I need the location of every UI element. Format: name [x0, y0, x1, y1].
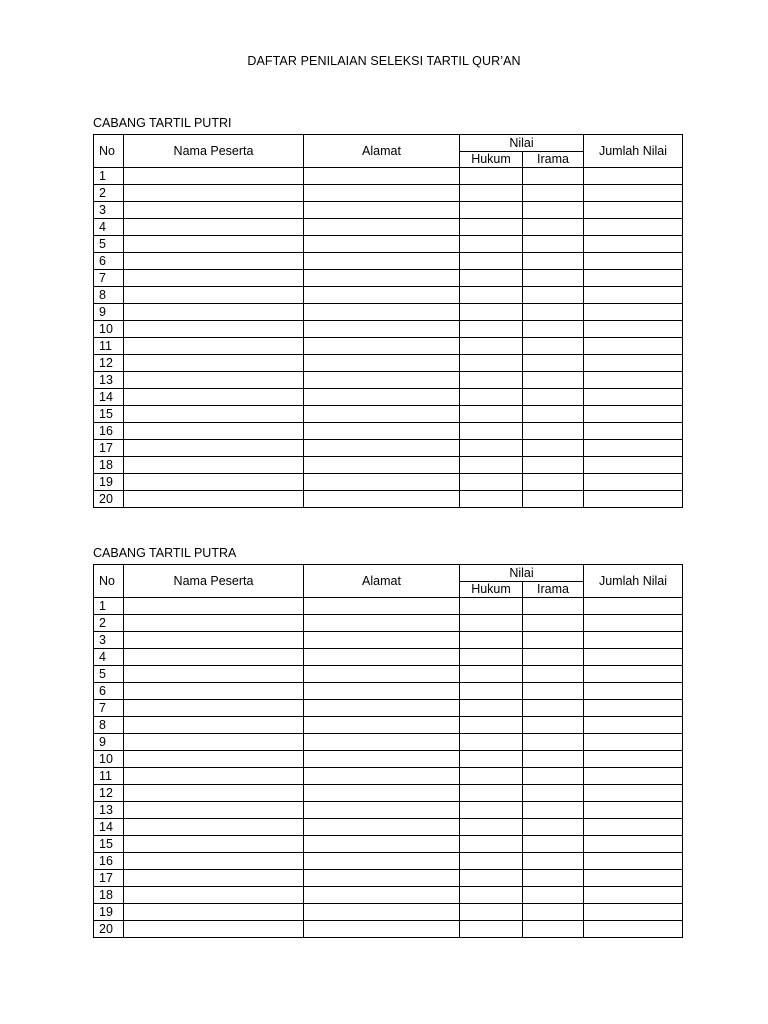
header-alamat: Alamat — [304, 565, 460, 598]
score-table-putra — [93, 564, 683, 938]
cell-no: 9 — [94, 734, 124, 751]
cell-hukum[interactable] — [460, 389, 523, 406]
cell-jumlah-nilai[interactable] — [584, 870, 683, 887]
cell-jumlah-nilai[interactable] — [584, 185, 683, 202]
table-row — [94, 649, 683, 666]
cell-no: 12 — [94, 355, 124, 372]
cell-no: 14 — [94, 389, 124, 406]
cell-alamat[interactable] — [304, 253, 460, 270]
cell-irama[interactable] — [523, 202, 584, 219]
cell-hukum[interactable] — [460, 270, 523, 287]
cell-irama[interactable] — [523, 632, 584, 649]
cell-alamat[interactable] — [304, 236, 460, 253]
cell-irama[interactable] — [523, 474, 584, 491]
cell-alamat[interactable] — [304, 904, 460, 921]
table-row — [94, 802, 683, 819]
cell-irama[interactable] — [523, 372, 584, 389]
table-row — [94, 440, 683, 457]
cell-jumlah-nilai[interactable] — [584, 751, 683, 768]
cell-jumlah-nilai[interactable] — [584, 683, 683, 700]
cell-no: 7 — [94, 700, 124, 717]
cell-nama-peserta[interactable] — [124, 887, 304, 904]
cell-jumlah-nilai[interactable] — [584, 338, 683, 355]
cell-no: 16 — [94, 423, 124, 440]
cell-alamat[interactable] — [304, 666, 460, 683]
table-row — [94, 338, 683, 355]
cell-hukum[interactable] — [460, 474, 523, 491]
cell-no: 7 — [94, 270, 124, 287]
cell-no: 18 — [94, 887, 124, 904]
cell-alamat[interactable] — [304, 372, 460, 389]
cell-nama-peserta[interactable] — [124, 666, 304, 683]
cell-alamat[interactable] — [304, 457, 460, 474]
header-hukum: Hukum — [460, 581, 523, 598]
table-row — [94, 853, 683, 870]
table-row — [94, 598, 683, 615]
cell-nama-peserta[interactable] — [124, 185, 304, 202]
cell-nama-peserta[interactable] — [124, 423, 304, 440]
cell-irama[interactable] — [523, 185, 584, 202]
cell-hukum[interactable] — [460, 372, 523, 389]
table-row — [94, 700, 683, 717]
cell-no: 8 — [94, 287, 124, 304]
cell-hukum[interactable] — [460, 338, 523, 355]
cell-no: 3 — [94, 202, 124, 219]
cell-nama-peserta[interactable] — [124, 683, 304, 700]
cell-hukum[interactable] — [460, 734, 523, 751]
cell-irama[interactable] — [523, 683, 584, 700]
cell-alamat[interactable] — [304, 819, 460, 836]
cell-hukum[interactable] — [460, 598, 523, 615]
cell-jumlah-nilai[interactable] — [584, 389, 683, 406]
cell-irama[interactable] — [523, 168, 584, 185]
cell-hukum[interactable] — [460, 253, 523, 270]
cell-nama-peserta[interactable] — [124, 870, 304, 887]
cell-irama[interactable] — [523, 491, 584, 508]
cell-hukum[interactable] — [460, 649, 523, 666]
cell-jumlah-nilai[interactable] — [584, 802, 683, 819]
cell-no: 6 — [94, 683, 124, 700]
cell-nama-peserta[interactable] — [124, 168, 304, 185]
cell-nama-peserta[interactable] — [124, 632, 304, 649]
table-row — [94, 785, 683, 802]
cell-nama-peserta[interactable] — [124, 270, 304, 287]
cell-jumlah-nilai[interactable] — [584, 649, 683, 666]
cell-alamat[interactable] — [304, 632, 460, 649]
cell-alamat[interactable] — [304, 304, 460, 321]
table-row — [94, 904, 683, 921]
cell-nama-peserta[interactable] — [124, 219, 304, 236]
table-row — [94, 219, 683, 236]
cell-jumlah-nilai[interactable] — [584, 717, 683, 734]
cell-hukum[interactable] — [460, 406, 523, 423]
cell-hukum[interactable] — [460, 185, 523, 202]
table-row — [94, 683, 683, 700]
cell-alamat[interactable] — [304, 785, 460, 802]
cell-irama[interactable] — [523, 389, 584, 406]
cell-jumlah-nilai[interactable] — [584, 423, 683, 440]
cell-no: 12 — [94, 785, 124, 802]
cell-irama[interactable] — [523, 253, 584, 270]
cell-nama-peserta[interactable] — [124, 355, 304, 372]
cell-nama-peserta[interactable] — [124, 304, 304, 321]
cell-irama[interactable] — [523, 440, 584, 457]
cell-no: 14 — [94, 819, 124, 836]
cell-nama-peserta[interactable] — [124, 253, 304, 270]
cell-hukum[interactable] — [460, 700, 523, 717]
table-row — [94, 491, 683, 508]
table-row — [94, 615, 683, 632]
table-row — [94, 389, 683, 406]
cell-hukum[interactable] — [460, 887, 523, 904]
document-title: DAFTAR PENILAIAN SELEKSI TARTIL QUR’AN — [247, 54, 521, 68]
cell-hukum[interactable] — [460, 632, 523, 649]
cell-irama[interactable] — [523, 457, 584, 474]
cell-nama-peserta[interactable] — [124, 491, 304, 508]
cell-jumlah-nilai[interactable] — [584, 219, 683, 236]
table-row — [94, 355, 683, 372]
cell-irama[interactable] — [523, 785, 584, 802]
table-row — [94, 304, 683, 321]
table-row — [94, 836, 683, 853]
cell-hukum[interactable] — [460, 666, 523, 683]
cell-irama[interactable] — [523, 406, 584, 423]
cell-alamat[interactable] — [304, 168, 460, 185]
cell-no: 9 — [94, 304, 124, 321]
cell-alamat[interactable] — [304, 406, 460, 423]
cell-no: 16 — [94, 853, 124, 870]
cell-no: 10 — [94, 751, 124, 768]
cell-nama-peserta[interactable] — [124, 836, 304, 853]
cell-alamat[interactable] — [304, 270, 460, 287]
cell-irama[interactable] — [523, 819, 584, 836]
cell-no: 4 — [94, 649, 124, 666]
cell-jumlah-nilai[interactable] — [584, 253, 683, 270]
cell-jumlah-nilai[interactable] — [584, 202, 683, 219]
cell-jumlah-nilai[interactable] — [584, 457, 683, 474]
cell-irama[interactable] — [523, 355, 584, 372]
table-row — [94, 717, 683, 734]
cell-nama-peserta[interactable] — [124, 389, 304, 406]
cell-hukum[interactable] — [460, 304, 523, 321]
cell-hukum[interactable] — [460, 819, 523, 836]
table-row — [94, 921, 683, 938]
table-row — [94, 457, 683, 474]
section-label-putra: CABANG TARTIL PUTRA — [93, 546, 237, 560]
cell-nama-peserta[interactable] — [124, 598, 304, 615]
cell-hukum[interactable] — [460, 751, 523, 768]
section-label-putri: CABANG TARTIL PUTRI — [93, 116, 232, 130]
cell-nama-peserta[interactable] — [124, 734, 304, 751]
cell-no: 17 — [94, 440, 124, 457]
cell-jumlah-nilai[interactable] — [584, 785, 683, 802]
cell-jumlah-nilai[interactable] — [584, 700, 683, 717]
cell-jumlah-nilai[interactable] — [584, 734, 683, 751]
table-row — [94, 734, 683, 751]
cell-hukum[interactable] — [460, 768, 523, 785]
cell-nama-peserta[interactable] — [124, 406, 304, 423]
cell-alamat[interactable] — [304, 287, 460, 304]
table-row — [94, 887, 683, 904]
header-nilai: Nilai — [460, 565, 584, 582]
cell-no: 11 — [94, 338, 124, 355]
header-hukum: Hukum — [460, 151, 523, 168]
cell-hukum[interactable] — [460, 219, 523, 236]
cell-irama[interactable] — [523, 904, 584, 921]
cell-jumlah-nilai[interactable] — [584, 836, 683, 853]
cell-nama-peserta[interactable] — [124, 615, 304, 632]
cell-nama-peserta[interactable] — [124, 921, 304, 938]
cell-alamat[interactable] — [304, 870, 460, 887]
cell-alamat[interactable] — [304, 717, 460, 734]
cell-no: 6 — [94, 253, 124, 270]
cell-jumlah-nilai[interactable] — [584, 666, 683, 683]
cell-irama[interactable] — [523, 802, 584, 819]
table-row — [94, 236, 683, 253]
score-table-putri — [93, 134, 683, 508]
cell-irama[interactable] — [523, 666, 584, 683]
cell-no: 1 — [94, 168, 124, 185]
table-row — [94, 474, 683, 491]
cell-nama-peserta[interactable] — [124, 457, 304, 474]
cell-jumlah-nilai[interactable] — [584, 321, 683, 338]
cell-no: 5 — [94, 666, 124, 683]
cell-jumlah-nilai[interactable] — [584, 355, 683, 372]
cell-alamat[interactable] — [304, 649, 460, 666]
table-row — [94, 870, 683, 887]
cell-no: 1 — [94, 598, 124, 615]
cell-hukum[interactable] — [460, 202, 523, 219]
cell-jumlah-nilai[interactable] — [584, 474, 683, 491]
cell-hukum[interactable] — [460, 287, 523, 304]
cell-hukum[interactable] — [460, 491, 523, 508]
cell-no: 3 — [94, 632, 124, 649]
cell-jumlah-nilai[interactable] — [584, 615, 683, 632]
cell-alamat[interactable] — [304, 887, 460, 904]
cell-no: 20 — [94, 921, 124, 938]
cell-nama-peserta[interactable] — [124, 904, 304, 921]
cell-irama[interactable] — [523, 598, 584, 615]
cell-nama-peserta[interactable] — [124, 819, 304, 836]
header-nama-peserta: Nama Peserta — [124, 565, 304, 598]
cell-no: 13 — [94, 372, 124, 389]
table-row — [94, 406, 683, 423]
cell-irama[interactable] — [523, 921, 584, 938]
cell-nama-peserta[interactable] — [124, 440, 304, 457]
table-row — [94, 287, 683, 304]
cell-hukum[interactable] — [460, 717, 523, 734]
cell-alamat[interactable] — [304, 321, 460, 338]
cell-no: 17 — [94, 870, 124, 887]
cell-alamat[interactable] — [304, 440, 460, 457]
cell-irama[interactable] — [523, 836, 584, 853]
cell-hukum[interactable] — [460, 921, 523, 938]
cell-alamat[interactable] — [304, 202, 460, 219]
cell-alamat[interactable] — [304, 768, 460, 785]
cell-jumlah-nilai[interactable] — [584, 440, 683, 457]
cell-irama[interactable] — [523, 423, 584, 440]
cell-alamat[interactable] — [304, 185, 460, 202]
cell-jumlah-nilai[interactable] — [584, 406, 683, 423]
cell-no: 2 — [94, 615, 124, 632]
cell-jumlah-nilai[interactable] — [584, 372, 683, 389]
cell-alamat[interactable] — [304, 734, 460, 751]
table-row — [94, 632, 683, 649]
cell-no: 18 — [94, 457, 124, 474]
header-no: No — [94, 565, 124, 598]
cell-no: 4 — [94, 219, 124, 236]
table-row — [94, 666, 683, 683]
cell-irama[interactable] — [523, 615, 584, 632]
table-row — [94, 321, 683, 338]
cell-irama[interactable] — [523, 853, 584, 870]
cell-alamat[interactable] — [304, 389, 460, 406]
cell-nama-peserta[interactable] — [124, 700, 304, 717]
cell-nama-peserta[interactable] — [124, 751, 304, 768]
cell-irama[interactable] — [523, 734, 584, 751]
cell-hukum[interactable] — [460, 457, 523, 474]
cell-no: 11 — [94, 768, 124, 785]
cell-alamat[interactable] — [304, 615, 460, 632]
cell-irama[interactable] — [523, 887, 584, 904]
cell-no: 10 — [94, 321, 124, 338]
table-row — [94, 768, 683, 785]
cell-irama[interactable] — [523, 287, 584, 304]
cell-alamat[interactable] — [304, 338, 460, 355]
cell-hukum[interactable] — [460, 615, 523, 632]
cell-nama-peserta[interactable] — [124, 853, 304, 870]
cell-alamat[interactable] — [304, 474, 460, 491]
cell-hukum[interactable] — [460, 802, 523, 819]
cell-hukum[interactable] — [460, 321, 523, 338]
cell-jumlah-nilai[interactable] — [584, 270, 683, 287]
cell-hukum[interactable] — [460, 440, 523, 457]
cell-alamat[interactable] — [304, 683, 460, 700]
header-alamat: Alamat — [304, 135, 460, 168]
cell-irama[interactable] — [523, 870, 584, 887]
table-row — [94, 185, 683, 202]
cell-irama[interactable] — [523, 338, 584, 355]
cell-jumlah-nilai[interactable] — [584, 236, 683, 253]
cell-alamat[interactable] — [304, 751, 460, 768]
cell-alamat[interactable] — [304, 853, 460, 870]
cell-nama-peserta[interactable] — [124, 802, 304, 819]
cell-alamat[interactable] — [304, 491, 460, 508]
cell-alamat[interactable] — [304, 219, 460, 236]
cell-jumlah-nilai[interactable] — [584, 304, 683, 321]
cell-nama-peserta[interactable] — [124, 649, 304, 666]
cell-no: 5 — [94, 236, 124, 253]
cell-irama[interactable] — [523, 270, 584, 287]
cell-jumlah-nilai[interactable] — [584, 904, 683, 921]
cell-alamat[interactable] — [304, 355, 460, 372]
header-jumlah-nilai: Jumlah Nilai — [584, 565, 683, 598]
table-row — [94, 819, 683, 836]
cell-no: 19 — [94, 904, 124, 921]
cell-alamat[interactable] — [304, 802, 460, 819]
cell-irama[interactable] — [523, 321, 584, 338]
cell-no: 13 — [94, 802, 124, 819]
cell-nama-peserta[interactable] — [124, 474, 304, 491]
header-no: No — [94, 135, 124, 168]
cell-alamat[interactable] — [304, 423, 460, 440]
cell-nama-peserta[interactable] — [124, 785, 304, 802]
cell-nama-peserta[interactable] — [124, 372, 304, 389]
header-nilai: Nilai — [460, 135, 584, 152]
cell-nama-peserta[interactable] — [124, 236, 304, 253]
header-nama-peserta: Nama Peserta — [124, 135, 304, 168]
cell-jumlah-nilai[interactable] — [584, 921, 683, 938]
cell-jumlah-nilai[interactable] — [584, 491, 683, 508]
cell-nama-peserta[interactable] — [124, 321, 304, 338]
cell-no: 15 — [94, 406, 124, 423]
cell-hukum[interactable] — [460, 355, 523, 372]
table-row — [94, 423, 683, 440]
cell-hukum[interactable] — [460, 785, 523, 802]
cell-no: 19 — [94, 474, 124, 491]
cell-jumlah-nilai[interactable] — [584, 853, 683, 870]
cell-nama-peserta[interactable] — [124, 287, 304, 304]
cell-irama[interactable] — [523, 219, 584, 236]
table-row — [94, 253, 683, 270]
cell-hukum[interactable] — [460, 236, 523, 253]
cell-nama-peserta[interactable] — [124, 717, 304, 734]
cell-irama[interactable] — [523, 700, 584, 717]
cell-hukum[interactable] — [460, 423, 523, 440]
table-row — [94, 372, 683, 389]
header-irama: Irama — [523, 151, 584, 168]
cell-alamat[interactable] — [304, 598, 460, 615]
cell-jumlah-nilai[interactable] — [584, 598, 683, 615]
cell-hukum[interactable] — [460, 904, 523, 921]
cell-no: 2 — [94, 185, 124, 202]
cell-hukum[interactable] — [460, 853, 523, 870]
table-row — [94, 202, 683, 219]
cell-jumlah-nilai[interactable] — [584, 887, 683, 904]
cell-irama[interactable] — [523, 768, 584, 785]
cell-irama[interactable] — [523, 717, 584, 734]
cell-alamat[interactable] — [304, 921, 460, 938]
cell-nama-peserta[interactable] — [124, 202, 304, 219]
cell-jumlah-nilai[interactable] — [584, 632, 683, 649]
cell-nama-peserta[interactable] — [124, 338, 304, 355]
cell-alamat[interactable] — [304, 836, 460, 853]
cell-jumlah-nilai[interactable] — [584, 287, 683, 304]
cell-jumlah-nilai[interactable] — [584, 819, 683, 836]
header-irama: Irama — [523, 581, 584, 598]
header-jumlah-nilai: Jumlah Nilai — [584, 135, 683, 168]
cell-hukum[interactable] — [460, 683, 523, 700]
table-row — [94, 168, 683, 185]
cell-jumlah-nilai[interactable] — [584, 168, 683, 185]
cell-no: 20 — [94, 491, 124, 508]
cell-irama[interactable] — [523, 236, 584, 253]
cell-no: 8 — [94, 717, 124, 734]
table-row — [94, 270, 683, 287]
cell-nama-peserta[interactable] — [124, 768, 304, 785]
cell-irama[interactable] — [523, 649, 584, 666]
cell-hukum[interactable] — [460, 168, 523, 185]
cell-alamat[interactable] — [304, 700, 460, 717]
cell-jumlah-nilai[interactable] — [584, 768, 683, 785]
cell-irama[interactable] — [523, 304, 584, 321]
table-row — [94, 751, 683, 768]
cell-no: 15 — [94, 836, 124, 853]
cell-irama[interactable] — [523, 751, 584, 768]
cell-hukum[interactable] — [460, 836, 523, 853]
cell-hukum[interactable] — [460, 870, 523, 887]
